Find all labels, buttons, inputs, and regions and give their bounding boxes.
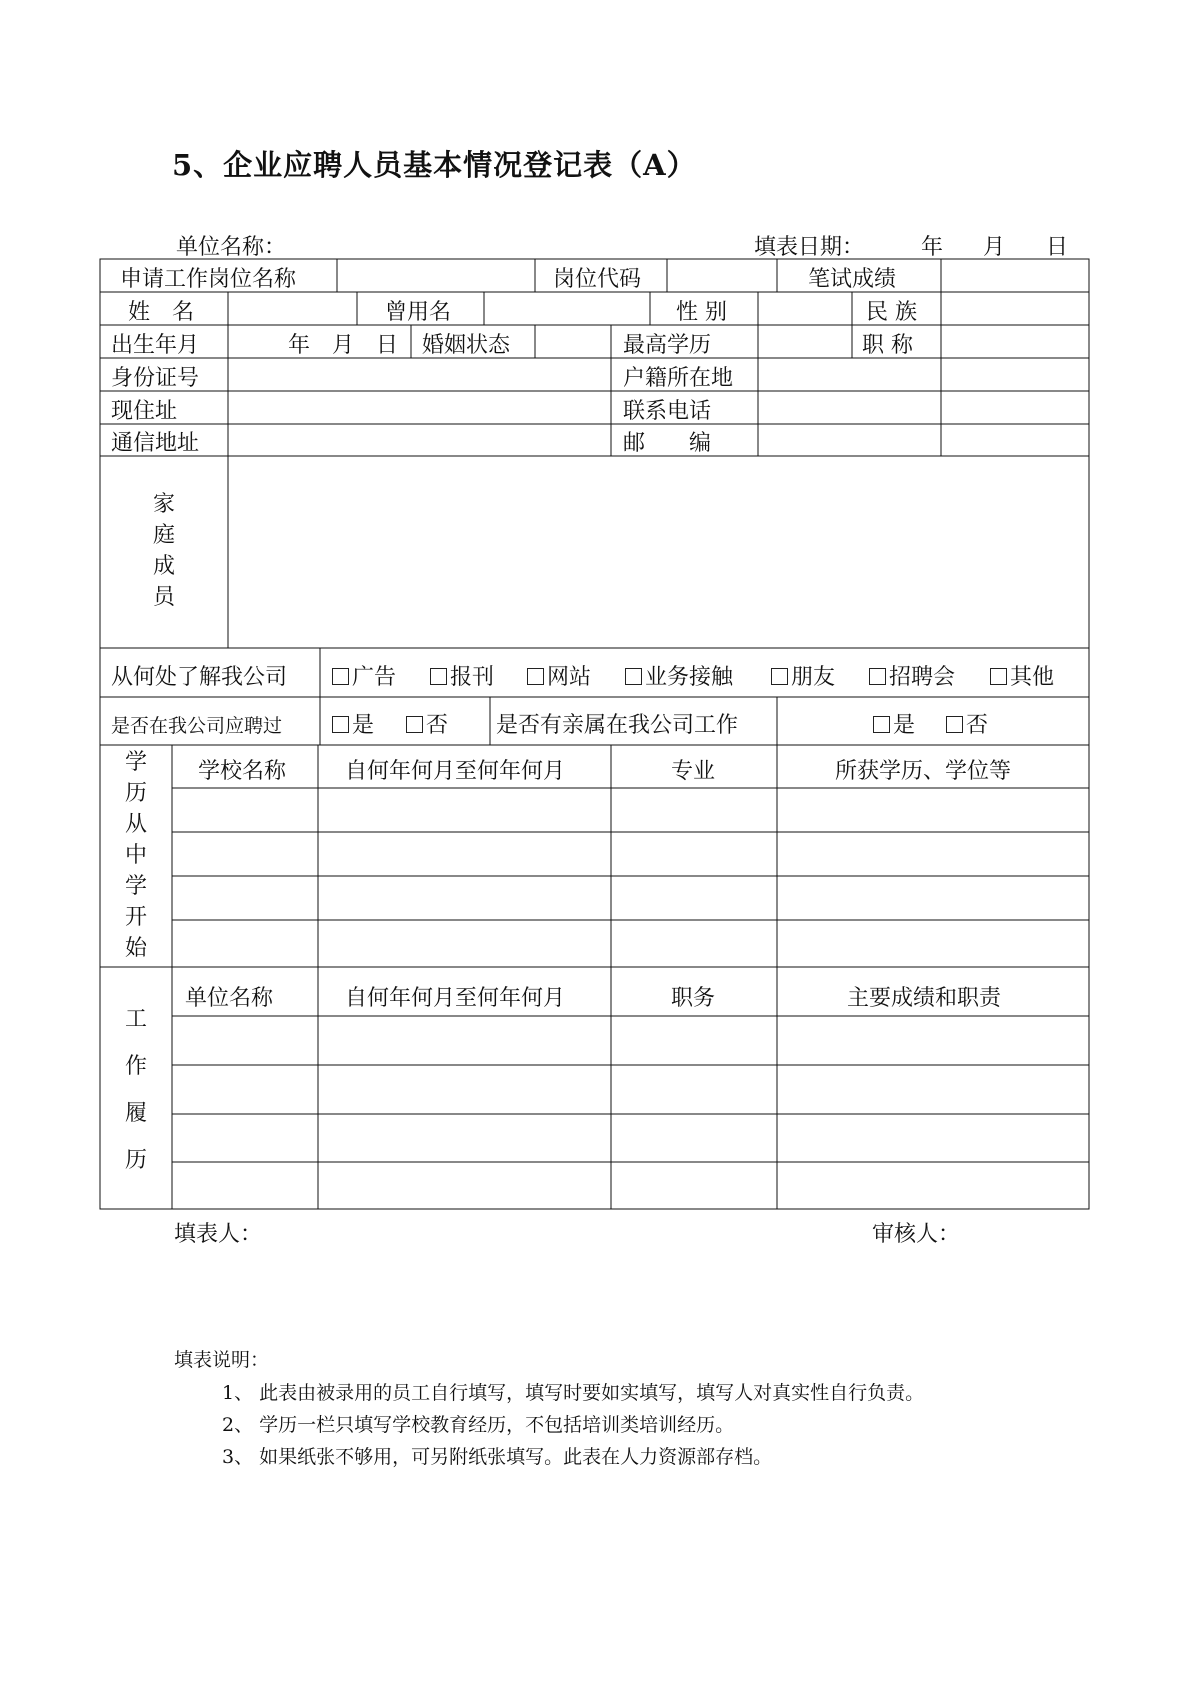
mailing-address-label: 通信地址 <box>111 431 200 456</box>
checkbox-icon[interactable] <box>869 668 886 685</box>
education-period-header: 自何年何月至何年何月 <box>345 759 566 784</box>
relative-no-option[interactable]: 否 <box>946 708 988 739</box>
checkbox-icon[interactable] <box>946 716 963 733</box>
position-name-label: 申请工作岗位名称 <box>120 267 297 292</box>
notes-title: 填表说明： <box>174 1349 270 1371</box>
checkbox-icon[interactable] <box>873 716 890 733</box>
source-option-website[interactable]: 网站 <box>527 660 591 691</box>
family-members-label: 家 庭 成 员 <box>152 492 175 610</box>
former-name-label: 曾用名 <box>385 300 452 325</box>
degree-header: 所获学历、学位等 <box>835 759 1012 784</box>
achievements-header: 主要成绩和职责 <box>847 986 1002 1011</box>
relative-label: 是否有亲属在我公司工作 <box>496 713 739 738</box>
position-header: 职务 <box>671 986 716 1011</box>
date-year-label: 年 <box>921 235 944 260</box>
source-option-job-fair[interactable]: 招聘会 <box>869 660 955 691</box>
name-label: 姓 名 <box>128 300 195 325</box>
date-month-label: 月 <box>983 235 1006 260</box>
birth-date-units: 年 月 日 <box>288 333 399 358</box>
source-option-newspaper[interactable]: 报刊 <box>430 660 494 691</box>
relative-yes-option[interactable]: 是 <box>873 708 915 739</box>
source-option-ad[interactable]: 广告 <box>332 660 396 691</box>
source-option-other[interactable]: 其他 <box>990 660 1054 691</box>
education-level-label: 最高学历 <box>623 333 712 358</box>
work-history-side-label: 工 作 履 历 <box>124 1007 147 1173</box>
checkbox-icon[interactable] <box>990 668 1007 685</box>
source-option-friend[interactable]: 朋友 <box>771 660 835 691</box>
date-day-label: 日 <box>1046 235 1069 260</box>
postcode-label: 邮 编 <box>623 431 712 456</box>
checkbox-icon[interactable] <box>527 668 544 685</box>
ethnicity-label: 民 族 <box>866 300 917 325</box>
page-title: 5、企业应聘人员基本情况登记表（A） <box>172 148 697 182</box>
applied-yes-option[interactable]: 是 <box>332 708 374 739</box>
source-label: 从何处了解我公司 <box>111 665 288 690</box>
gender-label: 性 别 <box>676 300 727 325</box>
position-code-label: 岗位代码 <box>553 267 642 292</box>
household-registration-label: 户籍所在地 <box>623 366 734 391</box>
applied-no-option[interactable]: 否 <box>406 708 448 739</box>
source-option-business-contact[interactable]: 业务接触 <box>625 660 733 691</box>
checkbox-icon[interactable] <box>332 668 349 685</box>
phone-label: 联系电话 <box>623 399 712 424</box>
work-period-header: 自何年何月至何年何月 <box>345 986 566 1011</box>
marital-status-label: 婚姻状态 <box>422 333 511 358</box>
note-item: 3、 如果纸张不够用，可另附纸张填写。此表在人力资源部存档。 <box>222 1446 773 1468</box>
note-item: 1、 此表由被录用的员工自行填写，填写时要如实填写，填写人对真实性自行负责。 <box>222 1382 925 1404</box>
birth-date-label: 出生年月 <box>111 333 200 358</box>
employer-name-header: 单位名称 <box>185 986 274 1011</box>
major-header: 专业 <box>671 759 716 784</box>
note-item: 2、 学历一栏只填写学校教育经历，不包括培训类培训经历。 <box>222 1414 735 1436</box>
checkbox-icon[interactable] <box>625 668 642 685</box>
applied-before-label: 是否在我公司应聘过 <box>111 715 283 737</box>
current-address-label: 现住址 <box>111 399 178 424</box>
unit-name-label: 单位名称： <box>176 235 287 260</box>
checkbox-icon[interactable] <box>406 716 423 733</box>
education-side-label: 学 历 从 中 学 开 始 <box>124 750 147 961</box>
job-title-label: 职 称 <box>862 333 913 358</box>
written-score-label: 笔试成绩 <box>808 267 897 292</box>
reviewer-label: 审核人： <box>872 1222 961 1247</box>
filler-label: 填表人： <box>174 1222 263 1247</box>
checkbox-icon[interactable] <box>430 668 447 685</box>
checkbox-icon[interactable] <box>771 668 788 685</box>
checkbox-icon[interactable] <box>332 716 349 733</box>
fill-date-label: 填表日期： <box>754 235 865 260</box>
school-name-header: 学校名称 <box>198 759 287 784</box>
id-number-label: 身份证号 <box>111 366 200 391</box>
